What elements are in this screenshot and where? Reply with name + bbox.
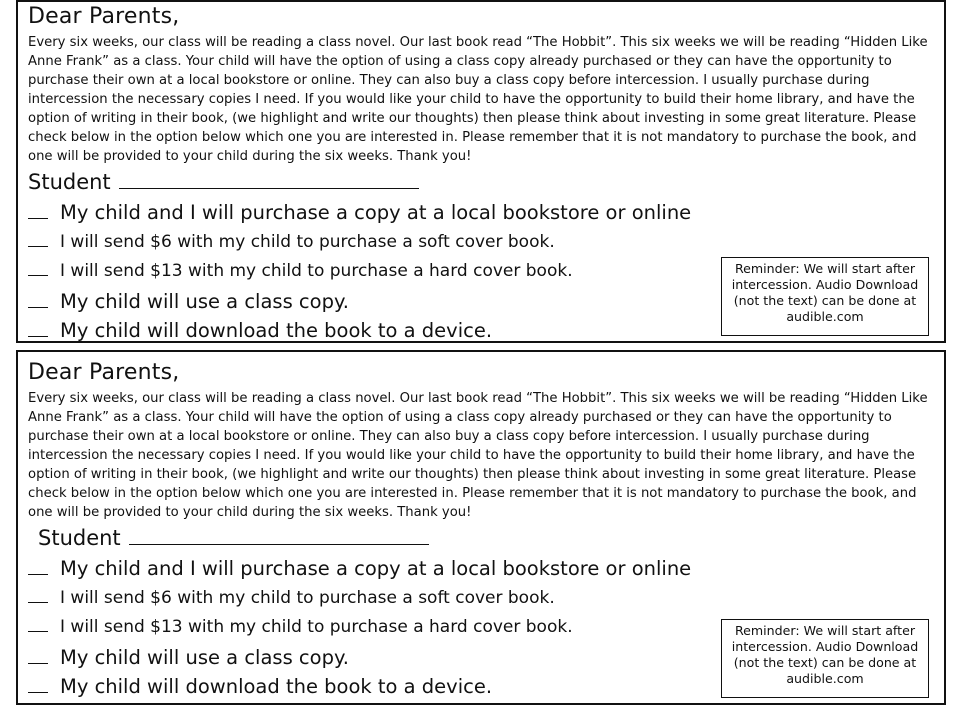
checkbox-blank[interactable] [28, 587, 48, 603]
student-name-line[interactable] [119, 170, 419, 189]
option-label: I will send $13 with my child to purchase a hard cover book. [60, 261, 573, 281]
letter-body: Every six weeks, our class will be reading a class novel. Our last book read “The Hobbit”. This six weeks we will be reading “Hidden Like Anne Frank” as a class. Your child will have the option of using a class copy already purchased or they can have the opportunity to purchase their own at a local bookstore or online. They can also buy a class copy before intercession. I usually purchase during intercession the necessary copies I need. If you would like your child to have the opportunity to build their home library, and have the option of writing in their book, (we highlight and write our thoughts) then please think about investing in some great literature. Please check below in the option below which one you are interested in. Please remember that it is not mandatory to purchase the book, and one will be provided to your child during the six weeks. Thank you! [28, 35, 928, 164]
checkbox-blank[interactable] [28, 559, 48, 575]
option-purchase-copy[interactable] [28, 554, 691, 584]
checkbox-blank[interactable] [28, 677, 48, 693]
option-hard-cover[interactable] [28, 257, 691, 287]
student-name-line[interactable] [129, 526, 429, 545]
student-name-field[interactable] [28, 170, 419, 194]
option-label: I will send $13 with my child to purchase a hard cover book. [60, 617, 573, 637]
checkbox-blank[interactable] [28, 203, 48, 219]
option-soft-cover[interactable] [28, 228, 691, 258]
option-download[interactable] [28, 316, 691, 346]
option-class-copy[interactable] [28, 287, 691, 317]
permission-slip-2 [16, 350, 946, 705]
letter-body: Every six weeks, our class will be reading a class novel. Our last book read “The Hobbit”. This six weeks we will be reading “Hidden Like Anne Frank” as a class. Your child will have the option of using a class copy already purchased or they can have the opportunity to purchase their own at a local bookstore or online. They can also buy a class copy before intercession. I usually purchase during intercession the necessary copies I need. If you would like your child to have the opportunity to build their home library, and have the option of writing in their book, (we highlight and write our thoughts) then please think about investing in some great literature. Please check below in the option below which one you are interested in. Please remember that it is not mandatory to purchase the book, and one will be provided to your child during the six weeks. Thank you! [28, 391, 928, 520]
options-list [28, 198, 691, 346]
student-label: Student [38, 526, 121, 550]
option-label: My child and I will purchase a copy at a local bookstore or online [60, 557, 692, 580]
option-soft-cover[interactable] [28, 584, 691, 614]
checkbox-blank[interactable] [28, 292, 48, 308]
option-label: I will send $6 with my child to purchase a soft cover book. [60, 231, 555, 252]
greeting: Dear Parents, [28, 360, 180, 385]
option-label: I will send $6 with my child to purchase a soft cover book. [60, 587, 555, 608]
option-label: My child will use a class copy. [60, 289, 349, 313]
checkbox-blank[interactable] [28, 260, 48, 276]
option-label: My child will download the book to a device. [60, 675, 493, 698]
permission-slip-1 [16, 0, 946, 343]
checkbox-blank[interactable] [28, 648, 48, 664]
reminder-box: Reminder: We will start after intercession. Audio Download (not the text) can be done at audible.com [721, 257, 929, 336]
student-label: Student [28, 170, 111, 194]
reminder-box: Reminder: We will start after intercession. Audio Download (not the text) can be done at audible.com [721, 619, 929, 698]
option-label: My child and I will purchase a copy at a local bookstore or online [60, 201, 692, 224]
option-label: My child will use a class copy. [60, 645, 349, 669]
option-download[interactable] [28, 672, 691, 702]
option-label: My child will download the book to a device. [60, 319, 493, 342]
greeting: Dear Parents, [28, 4, 180, 29]
checkbox-blank[interactable] [28, 616, 48, 632]
checkbox-blank[interactable] [28, 321, 48, 337]
student-name-field[interactable] [38, 526, 429, 550]
option-purchase-copy[interactable] [28, 198, 691, 228]
option-hard-cover[interactable] [28, 613, 691, 643]
options-list [28, 554, 691, 702]
option-class-copy[interactable] [28, 643, 691, 673]
checkbox-blank[interactable] [28, 231, 48, 247]
